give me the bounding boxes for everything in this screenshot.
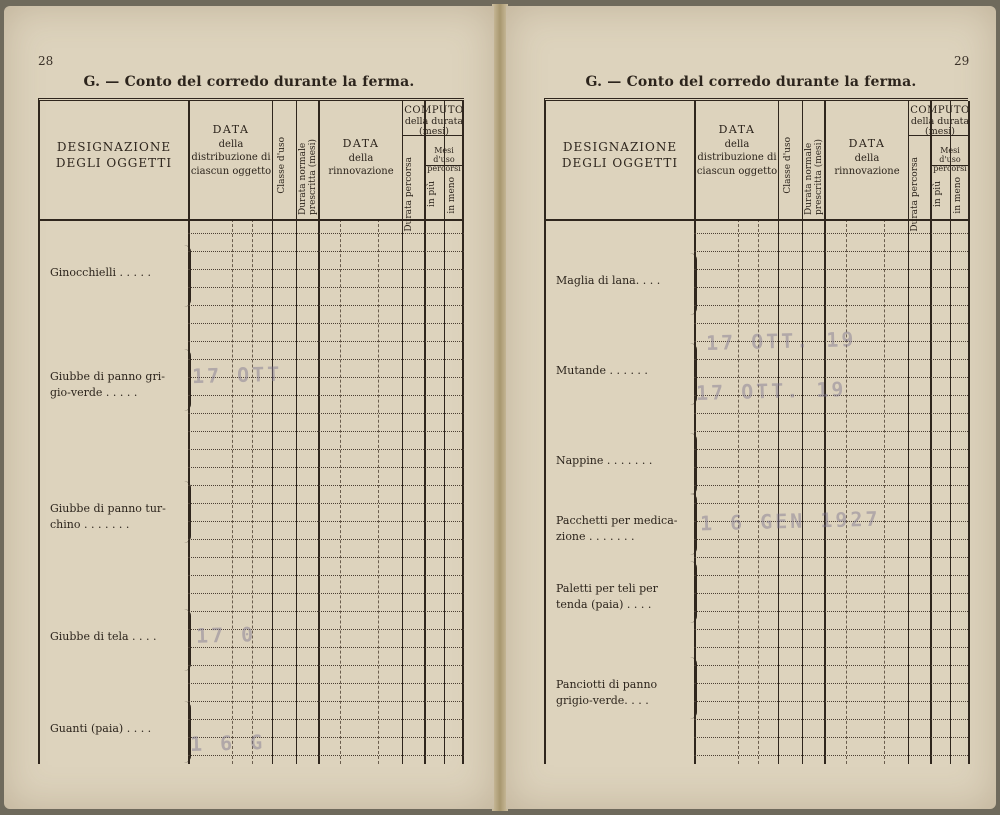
dotted-row [694, 449, 968, 450]
header-computo-title: COMPUTO [910, 105, 970, 116]
dotted-row [694, 593, 968, 594]
dotted-row [694, 611, 968, 612]
page-number: 29 [954, 54, 970, 68]
dotted-row [188, 611, 464, 612]
dotted-row [694, 467, 968, 468]
dotted-row [694, 305, 968, 306]
item-designation: Pacchetti per medica-zione . . . . . . . [556, 514, 678, 543]
header-date-distribution [696, 123, 778, 178]
dotted-row [188, 701, 464, 702]
header-in-meno: in meno [447, 177, 457, 214]
dotted-row [694, 557, 968, 558]
header-designation: DESIGNAZIONE DEGLI OGGETTI [55, 140, 173, 171]
date-stamp: 17 OTT [191, 361, 283, 389]
date-stamp: 1 6 GEN 1927 [699, 506, 881, 536]
dotted-row [694, 503, 968, 504]
dotted-row [694, 323, 968, 324]
dotted-row [188, 719, 464, 720]
header-computo [404, 105, 464, 138]
dotted-row [694, 431, 968, 432]
dotted-row [188, 251, 464, 252]
date-stamp: 17 OTT. 19 [705, 327, 857, 355]
dotted-row [188, 269, 464, 270]
dotted-row [188, 647, 464, 648]
dotted-row [188, 341, 464, 342]
header-mesi-uso: Mesi d'uso percorsi [933, 146, 967, 173]
dotted-row [188, 449, 464, 450]
dotted-row [694, 233, 968, 234]
dotted-row [694, 665, 968, 666]
dotted-row [694, 251, 968, 252]
dotted-row [694, 629, 968, 630]
item-designation: Ginocchielli . . . . . [50, 266, 151, 279]
item-designation: Giubbe di panno tur-chino . . . . . . . [50, 502, 166, 531]
item-designation: Giubbe di panno gri-gio-verde . . . . . [50, 370, 165, 399]
table-edge [968, 101, 970, 764]
dotted-row [188, 521, 464, 522]
header-durata-percorsa: Durata percorsa [910, 157, 920, 232]
dotted-row [188, 323, 464, 324]
header-mesi-uso: Mesi d'uso percorsi [427, 146, 461, 173]
dotted-row [188, 431, 464, 432]
header-date-sub: della distribuzione di ciascun oggetto [696, 138, 778, 177]
dotted-row [188, 539, 464, 540]
dotted-row [188, 233, 464, 234]
item-designation: Paletti per teli per tenda (paia) . . . . [556, 582, 658, 611]
dotted-rows [694, 221, 968, 764]
header-computo-title: COMPUTO [404, 105, 464, 116]
item-brace [184, 481, 191, 543]
dotted-row [694, 485, 968, 486]
dotted-row [188, 305, 464, 306]
dotted-row [694, 701, 968, 702]
header-in-meno: in meno [953, 177, 963, 214]
item-brace [184, 609, 191, 671]
item-brace [184, 245, 191, 307]
header-durata-normale: Durata normale prescritta (mesi) [804, 138, 824, 215]
header-date-title: DATA [718, 123, 756, 136]
header-date-sub: della rinnovazione [834, 152, 900, 178]
header-date-sub: della distribuzione di ciascun oggetto [190, 138, 272, 177]
dotted-row [694, 755, 968, 756]
dotted-row [188, 395, 464, 396]
item-designation: Panciotti di panno grigio-verde. . . . [556, 678, 658, 707]
page-title: G. — Conto del corredo durante la ferma. [83, 74, 415, 90]
dotted-row [694, 413, 968, 414]
header-date-title: DATA [212, 123, 250, 136]
ledger-table [544, 98, 968, 764]
item-designation: Maglia di lana. . . . [556, 274, 661, 287]
date-stamp: 1 6 G [189, 730, 266, 756]
header-date-rinnovazione [320, 137, 402, 179]
dotted-row [694, 683, 968, 684]
header-in-piu: in più [427, 181, 437, 207]
dotted-row [188, 557, 464, 558]
item-brace [690, 657, 697, 719]
page-title: G. — Conto del corredo durante la ferma. [585, 74, 917, 90]
date-stamp: 17 OTT. 19 [695, 377, 847, 405]
dotted-row [188, 485, 464, 486]
header-in-piu: in più [933, 181, 943, 207]
right-page [506, 6, 996, 809]
header-date-title: DATA [342, 137, 380, 150]
dotted-row [694, 287, 968, 288]
header-classe: Classe d'uso [277, 137, 287, 194]
dotted-row [694, 539, 968, 540]
page-number: 28 [38, 54, 54, 68]
item-brace [690, 493, 697, 555]
header-date-rinnovazione [826, 137, 908, 179]
item-brace [184, 349, 191, 411]
item-brace [690, 253, 697, 315]
header-computo-sub: della durata (mesi) [910, 115, 970, 138]
item-brace [690, 433, 697, 495]
item-designation: Guanti (paia) . . . . [50, 722, 152, 735]
dotted-row [694, 269, 968, 270]
dotted-row [694, 719, 968, 720]
date-stamp: 17 0 [195, 622, 257, 648]
dotted-row [188, 665, 464, 666]
dotted-row [694, 575, 968, 576]
dotted-row [188, 287, 464, 288]
header-subrule [908, 135, 968, 136]
dotted-row [188, 359, 464, 360]
header-designation: DESIGNAZIONE DEGLI OGGETTI [561, 140, 679, 171]
ledger-table [38, 98, 464, 764]
header-subrule [402, 135, 462, 136]
header-classe: Classe d'uso [783, 137, 793, 194]
dotted-rows [188, 221, 464, 764]
item-designation: Giubbe di tela . . . . [50, 630, 157, 643]
item-designation: Mutande . . . . . . [556, 364, 648, 377]
header-date-title: DATA [848, 137, 886, 150]
header-durata-percorsa: Durata percorsa [404, 157, 414, 232]
item-brace [690, 561, 697, 623]
header-durata-normale: Durata normale prescritta (mesi) [298, 138, 318, 215]
item-designation: Nappine . . . . . . . [556, 454, 653, 467]
header-computo [910, 105, 970, 138]
header-date-distribution [190, 123, 272, 178]
header-date-sub: della rinnovazione [328, 152, 394, 178]
dotted-row [188, 593, 464, 594]
dotted-row [188, 413, 464, 414]
dotted-row [188, 755, 464, 756]
left-page [4, 6, 494, 809]
dotted-row [188, 503, 464, 504]
dotted-row [188, 467, 464, 468]
dotted-row [694, 647, 968, 648]
dotted-row [188, 575, 464, 576]
dotted-row [188, 683, 464, 684]
dotted-row [694, 359, 968, 360]
dotted-row [694, 737, 968, 738]
header-computo-sub: della durata (mesi) [404, 115, 464, 138]
